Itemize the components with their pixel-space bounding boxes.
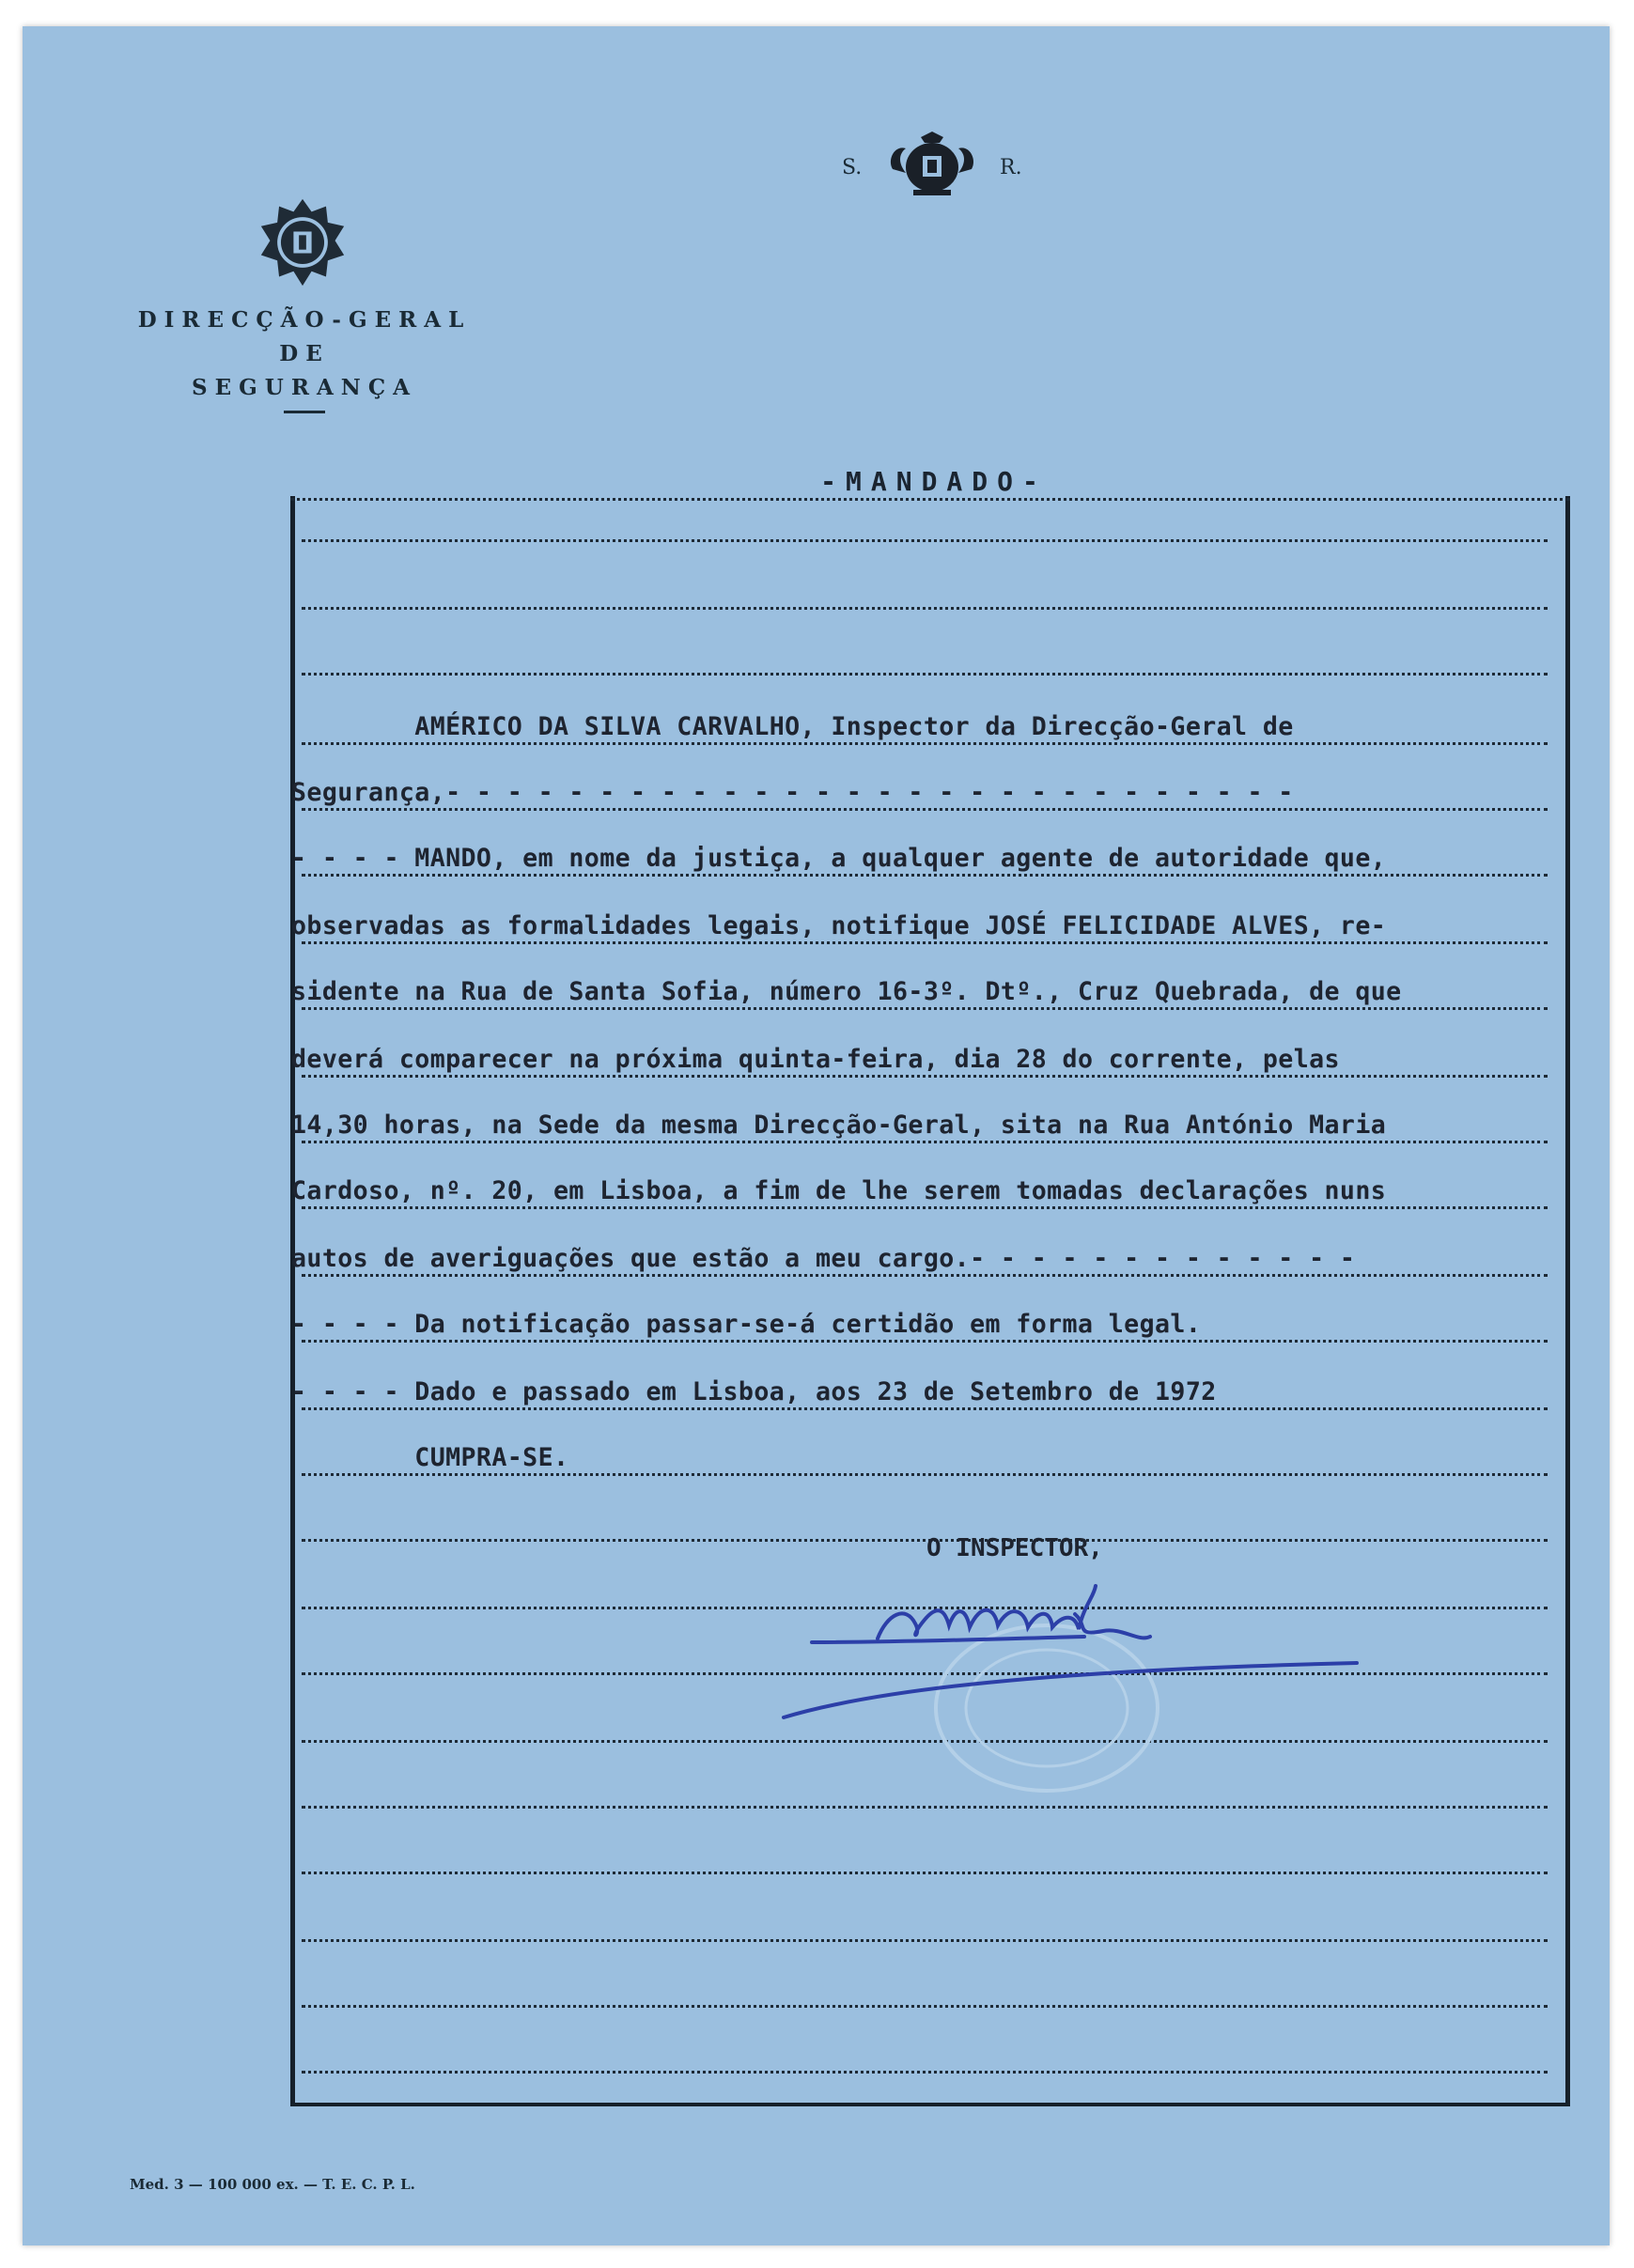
inspector-signature xyxy=(765,1577,1423,1746)
body-line-10: - - - - Da notificação passar-se-á certidão em forma legal. xyxy=(291,1310,1202,1339)
ruled-line xyxy=(302,1539,1548,1542)
ruled-line xyxy=(302,1806,1548,1809)
body-line-5: sidente na Rua de Santa Sofia, número 16-3º. Dtº., Cruz Quebrada, de que xyxy=(291,977,1402,1006)
ruled-line xyxy=(302,941,1548,944)
body-line-1: AMÉRICO DA SILVA CARVALHO, Inspector da Direcção-Geral de xyxy=(291,712,1294,741)
body-line-9: autos de averiguações que estão a meu cargo.- - - - - - - - - - - - - xyxy=(291,1244,1356,1273)
ruled-line xyxy=(302,1872,1548,1874)
document-page xyxy=(23,26,1610,2245)
body-line-4: observadas as formalidades legais, notifique JOSÉ FELICIDADE ALVES, re- xyxy=(291,911,1387,940)
body-line-12: CUMPRA-SE. xyxy=(291,1443,569,1472)
ruled-line xyxy=(302,1274,1548,1277)
emblem-right-letter: R. xyxy=(1000,156,1022,179)
form-frame-top-rule xyxy=(290,498,1570,501)
ruled-line xyxy=(302,808,1548,811)
ruled-line xyxy=(302,874,1548,877)
ruled-line xyxy=(302,1407,1548,1410)
agency-line-3: SEGURANÇA xyxy=(192,375,417,400)
document-title: -MANDADO- xyxy=(820,466,1048,497)
body-line-6: deverá comparecer na próxima quinta-feira, dia 28 do corrente, pelas xyxy=(291,1045,1340,1074)
emblem-left-letter: S. xyxy=(842,156,863,179)
ruled-line xyxy=(302,2071,1548,2074)
agency-line-1: DIRECÇÃO-GERAL xyxy=(137,307,472,333)
ruled-line xyxy=(302,539,1548,542)
ruled-line xyxy=(302,673,1548,676)
body-line-2: Segurança,- - - - - - - - - - - - - - - - - - - - - - - - - - - - xyxy=(291,778,1294,807)
ruled-line xyxy=(302,1075,1548,1078)
ruled-line xyxy=(302,1206,1548,1209)
body-line-7: 14,30 horas, na Sede da mesma Direcção-Geral, sita na Rua António Maria xyxy=(291,1111,1387,1140)
ruled-line xyxy=(302,2005,1548,2008)
agency-line-2: DE xyxy=(279,341,330,366)
body-line-3: - - - - MANDO, em nome da justiça, a qualquer agente de autoridade que, xyxy=(291,844,1387,873)
agency-name xyxy=(117,303,492,413)
ruled-line xyxy=(302,1340,1548,1343)
ruled-line xyxy=(302,1007,1548,1010)
ruled-line xyxy=(302,1141,1548,1143)
ruled-line xyxy=(302,607,1548,610)
agency-seal-icon xyxy=(257,197,348,287)
print-note: Med. 3 — 100 000 ex. — T. E. C. P. L. xyxy=(130,2176,415,2193)
ruled-line xyxy=(302,1939,1548,1942)
ruled-line xyxy=(302,742,1548,745)
signoff-title: O INSPECTOR, xyxy=(926,1534,1103,1562)
agency-underline xyxy=(284,411,325,413)
ruled-line xyxy=(302,1473,1548,1476)
body-line-11: - - - - Dado e passado em Lisboa, aos 23 de Setembro de 1972 xyxy=(291,1377,1217,1406)
body-line-8: Cardoso, nº. 20, em Lisboa, a fim de lhe serem tomadas declarações nuns xyxy=(291,1176,1387,1205)
coat-of-arms-icon xyxy=(885,132,979,207)
